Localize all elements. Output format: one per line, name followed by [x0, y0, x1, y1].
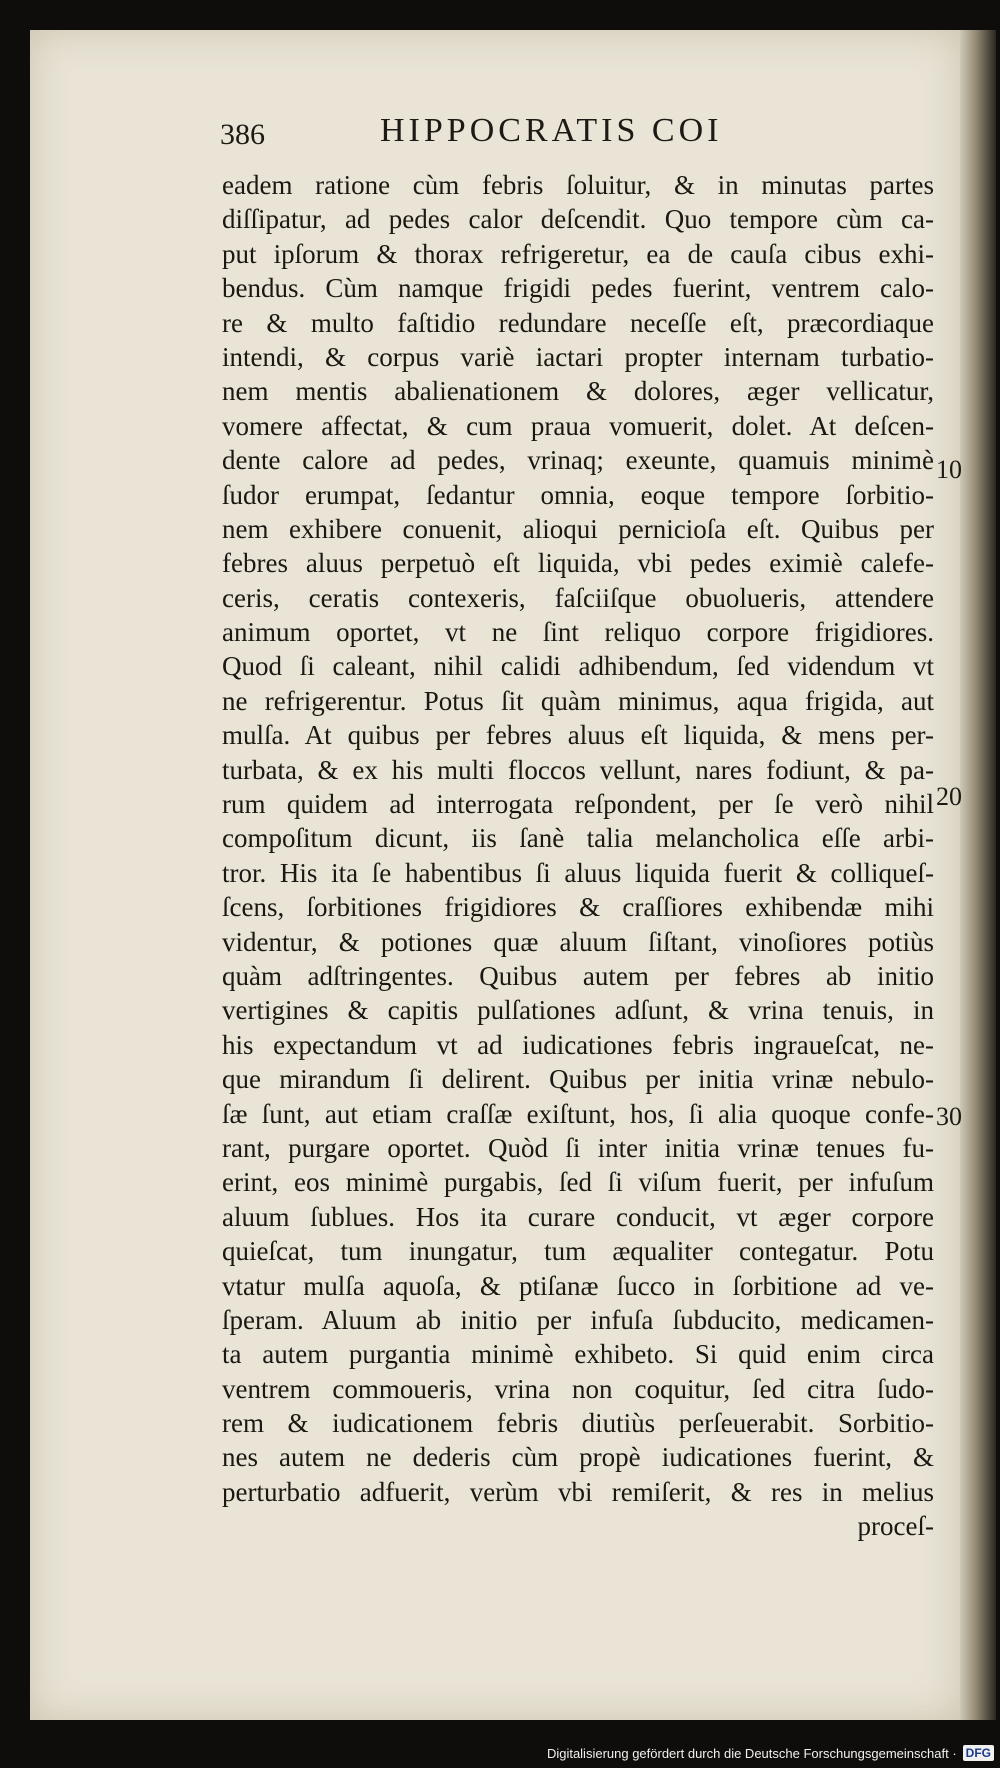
text-line: ſudor erumpat, ſedantur omnia, eoque tempore ſorbitio- [222, 479, 934, 510]
text-line: animum oportet, vt ne ſint reliquo corpore frigidiores. [222, 617, 934, 648]
text-line: dente calore ad pedes, vrinaq; exeunte, quamuis minimè [222, 445, 934, 476]
text-line: videntur, & potiones quæ aluum ſiſtant, vinoſiores potiùs [222, 926, 934, 957]
text-line: nes autem ne dederis cùm propè iudicationes fuerint, & [222, 1442, 934, 1473]
text-line: ſæ ſunt, aut etiam craſſæ exiſtunt, hos, ſi alia quoque confe- [222, 1098, 934, 1129]
text-line: ta autem purgantia minimè exhibeto. Si quid enim circa [222, 1339, 934, 1370]
margin-line-number-10: 10 [936, 455, 962, 484]
text-line: compoſitum dicunt, iis ſanè talia melancholica eſſe arbi- [222, 823, 934, 854]
text-line: erint, eos minimè purgabis, ſed ſi viſum fuerit, per infuſum [222, 1167, 934, 1198]
text-line: vertigines & capitis pulſationes adſunt, & vrina tenuis, in [222, 995, 934, 1026]
text-line: rum quidem ad interrogata reſpondent, per ſe verò nihil [222, 789, 934, 820]
text-line: ne refrigerentur. Potus ſit quàm minimus, aqua frigida, aut [222, 685, 934, 716]
text-line: rem & iudicationem febris diutiùs perſeuerabit. Sorbitio- [222, 1408, 934, 1439]
text-line: Quod ſi caleant, nihil calidi adhibendum, ſed videndum vt [222, 651, 934, 682]
text-line: re & multo faſtidio redundare neceſſe eſt, præcordiaque [222, 307, 934, 338]
text-line: vtatur mulſa aquoſa, & ptiſanæ ſucco in ſorbitione ad ve- [222, 1270, 934, 1301]
catchword: proceſ- [857, 1511, 934, 1542]
text-line: perturbatio adfuerit, verùm vbi remiſerit, & res in melius [222, 1476, 934, 1507]
text-line: intendi, & corpus variè iactari propter internam turbatio- [222, 341, 934, 372]
text-line: bendus. Cùm namque frigidi pedes fuerint, ventrem calo- [222, 273, 934, 304]
text-line: turbata, & ex his multi floccos vellunt, nares fodiunt, & pa- [222, 754, 934, 785]
text-line: rant, purgare oportet. Quòd ſi inter initia vrinæ tenues fu- [222, 1132, 934, 1163]
text-line: vomere affectat, & cum praua vomuerit, dolet. At deſcen- [222, 410, 934, 441]
body-text [222, 168, 934, 1544]
text-line: nem mentis abalienationem & dolores, æger vellicatur, [222, 376, 934, 407]
text-line: quàm adſtringentes. Quibus autem per febres ab initio [222, 960, 934, 991]
text-line: diſſipatur, ad pedes calor deſcendit. Quo tempore cùm ca- [222, 204, 934, 235]
running-title: HIPPOCRATIS COI [380, 112, 723, 149]
margin-line-number-20: 20 [936, 782, 962, 811]
text-line: ventrem commoueris, vrina non coquitur, ſed citra ſudo- [222, 1373, 934, 1404]
text-line: que mirandum ſi delirent. Quibus per initia vrinæ nebulo- [222, 1064, 934, 1095]
text-line: ſcens, ſorbitiones frigidiores & craſſiores exhibendæ mihi [222, 892, 934, 923]
page-edge [960, 30, 996, 1720]
text-line: tror. His ita ſe habentibus ſi aluus liquida fuerit & colliqueſ- [222, 857, 934, 888]
text-line: ſperam. Aluum ab initio per infuſa ſubducito, medicamen- [222, 1304, 934, 1335]
page-number: 386 [220, 118, 265, 151]
text-line: eadem ratione cùm febris ſoluitur, & in minutas partes [222, 170, 934, 200]
dfg-logo: DFG [963, 1745, 994, 1761]
footer-credit [547, 1742, 994, 1764]
text-line: mulſa. At quibus per febres aluus eſt liquida, & mens per- [222, 720, 934, 751]
text-line: nem exhibere conuenit, alioqui pernicioſa eſt. Quibus per [222, 513, 934, 544]
text-line: ceris, ceratis contexeris, faſciiſque obuolueris, attendere [222, 582, 934, 613]
footer-text: Digitalisierung gefördert durch die Deutsche Forschungsgemeinschaft · [546, 1745, 957, 1761]
text-line: aluum ſublues. Hos ita curare conducit, vt æger corpore [222, 1201, 934, 1232]
page-header [220, 112, 760, 162]
text-line: put ipſorum & thorax refrigeretur, ea de cauſa cibus exhi- [222, 238, 934, 269]
margin-line-number-30: 30 [936, 1102, 962, 1131]
text-line: his expectandum vt ad iudicationes febris ingraueſcat, ne- [222, 1029, 934, 1060]
text-line: quieſcat, tum inungatur, tum æqualiter contegatur. Potu [222, 1236, 934, 1267]
text-line: febres aluus perpetuò eſt liquida, vbi pedes eximiè calefe- [222, 548, 934, 579]
